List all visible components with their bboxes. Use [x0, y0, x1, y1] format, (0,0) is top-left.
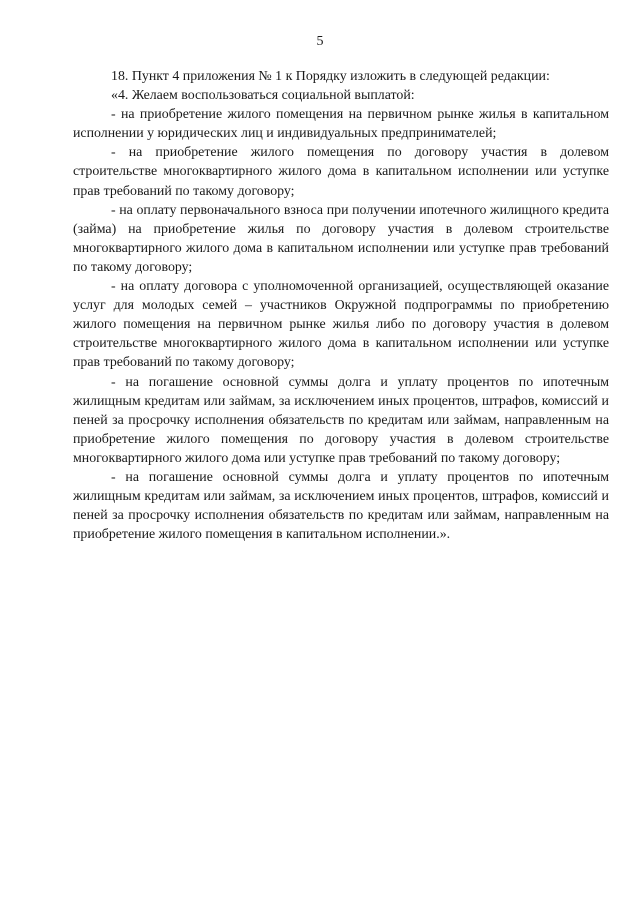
- amendment-heading: 18. Пункт 4 приложения № 1 к Порядку изложить в следующей редакции:: [111, 69, 550, 84]
- page-number: 5: [316, 34, 324, 49]
- clause-item-initial-payment: - на оплату первоначального взноса при получении ипотечного жилищного кредита (займа) на приобретение жилья по договору участия в долевом строительстве многоквартирного жилого дома в капитальном исполнении или уступке прав требований по такому договору;: [73, 202, 609, 275]
- clause-item-primary-market: - на приобретение жилого помещения на первичном рынке жилья в капитальном исполнении у юридических лиц и индивидуальных предпринимателей;: [73, 107, 609, 142]
- clause-item-loan-repayment-capital: - на погашение основной суммы долга и уплату процентов по ипотечным жилищным кредитам или займам, за исключением иных процентов, штрафов, комиссий и пеней за просрочку исполнения обязательств по кредитам или займам, направленным на приобретение жилого помещения в капитальном исполнении.».: [73, 469, 609, 543]
- clause-item-shared-construction: - на приобретение жилого помещения по договору участия в долевом строительстве многоквартирного жилого дома в капитальном исполнении или уступке прав требований по такому договору;: [73, 145, 609, 199]
- document-body: [73, 67, 609, 544]
- clause-item-authorized-organization: - на оплату договора с уполномоченной организацией, осуществляющей оказание услуг для молодых семей – участников Окружной подпрограммы по приобретению жилого помещения на первичном рынке жилья либо по договору участия в долевом строительстве многоквартирного жилого дома в капитальном исполнении или уступке прав требований по такому договору;: [73, 279, 609, 371]
- clause-item-loan-repayment-shared: - на погашение основной суммы долга и уплату процентов по ипотечным жилищным кредитам или займам, за исключением иных процентов, штрафов, комиссий и пеней за просрочку исполнения обязательств по кредитам или займам, направленным на приобретение жилого помещения по договору участия в долевом строительстве многоквартирного жилого дома или уступке прав требований по такому договору;: [73, 374, 609, 466]
- clause-intro: «4. Желаем воспользоваться социальной выплатой:: [111, 88, 415, 104]
